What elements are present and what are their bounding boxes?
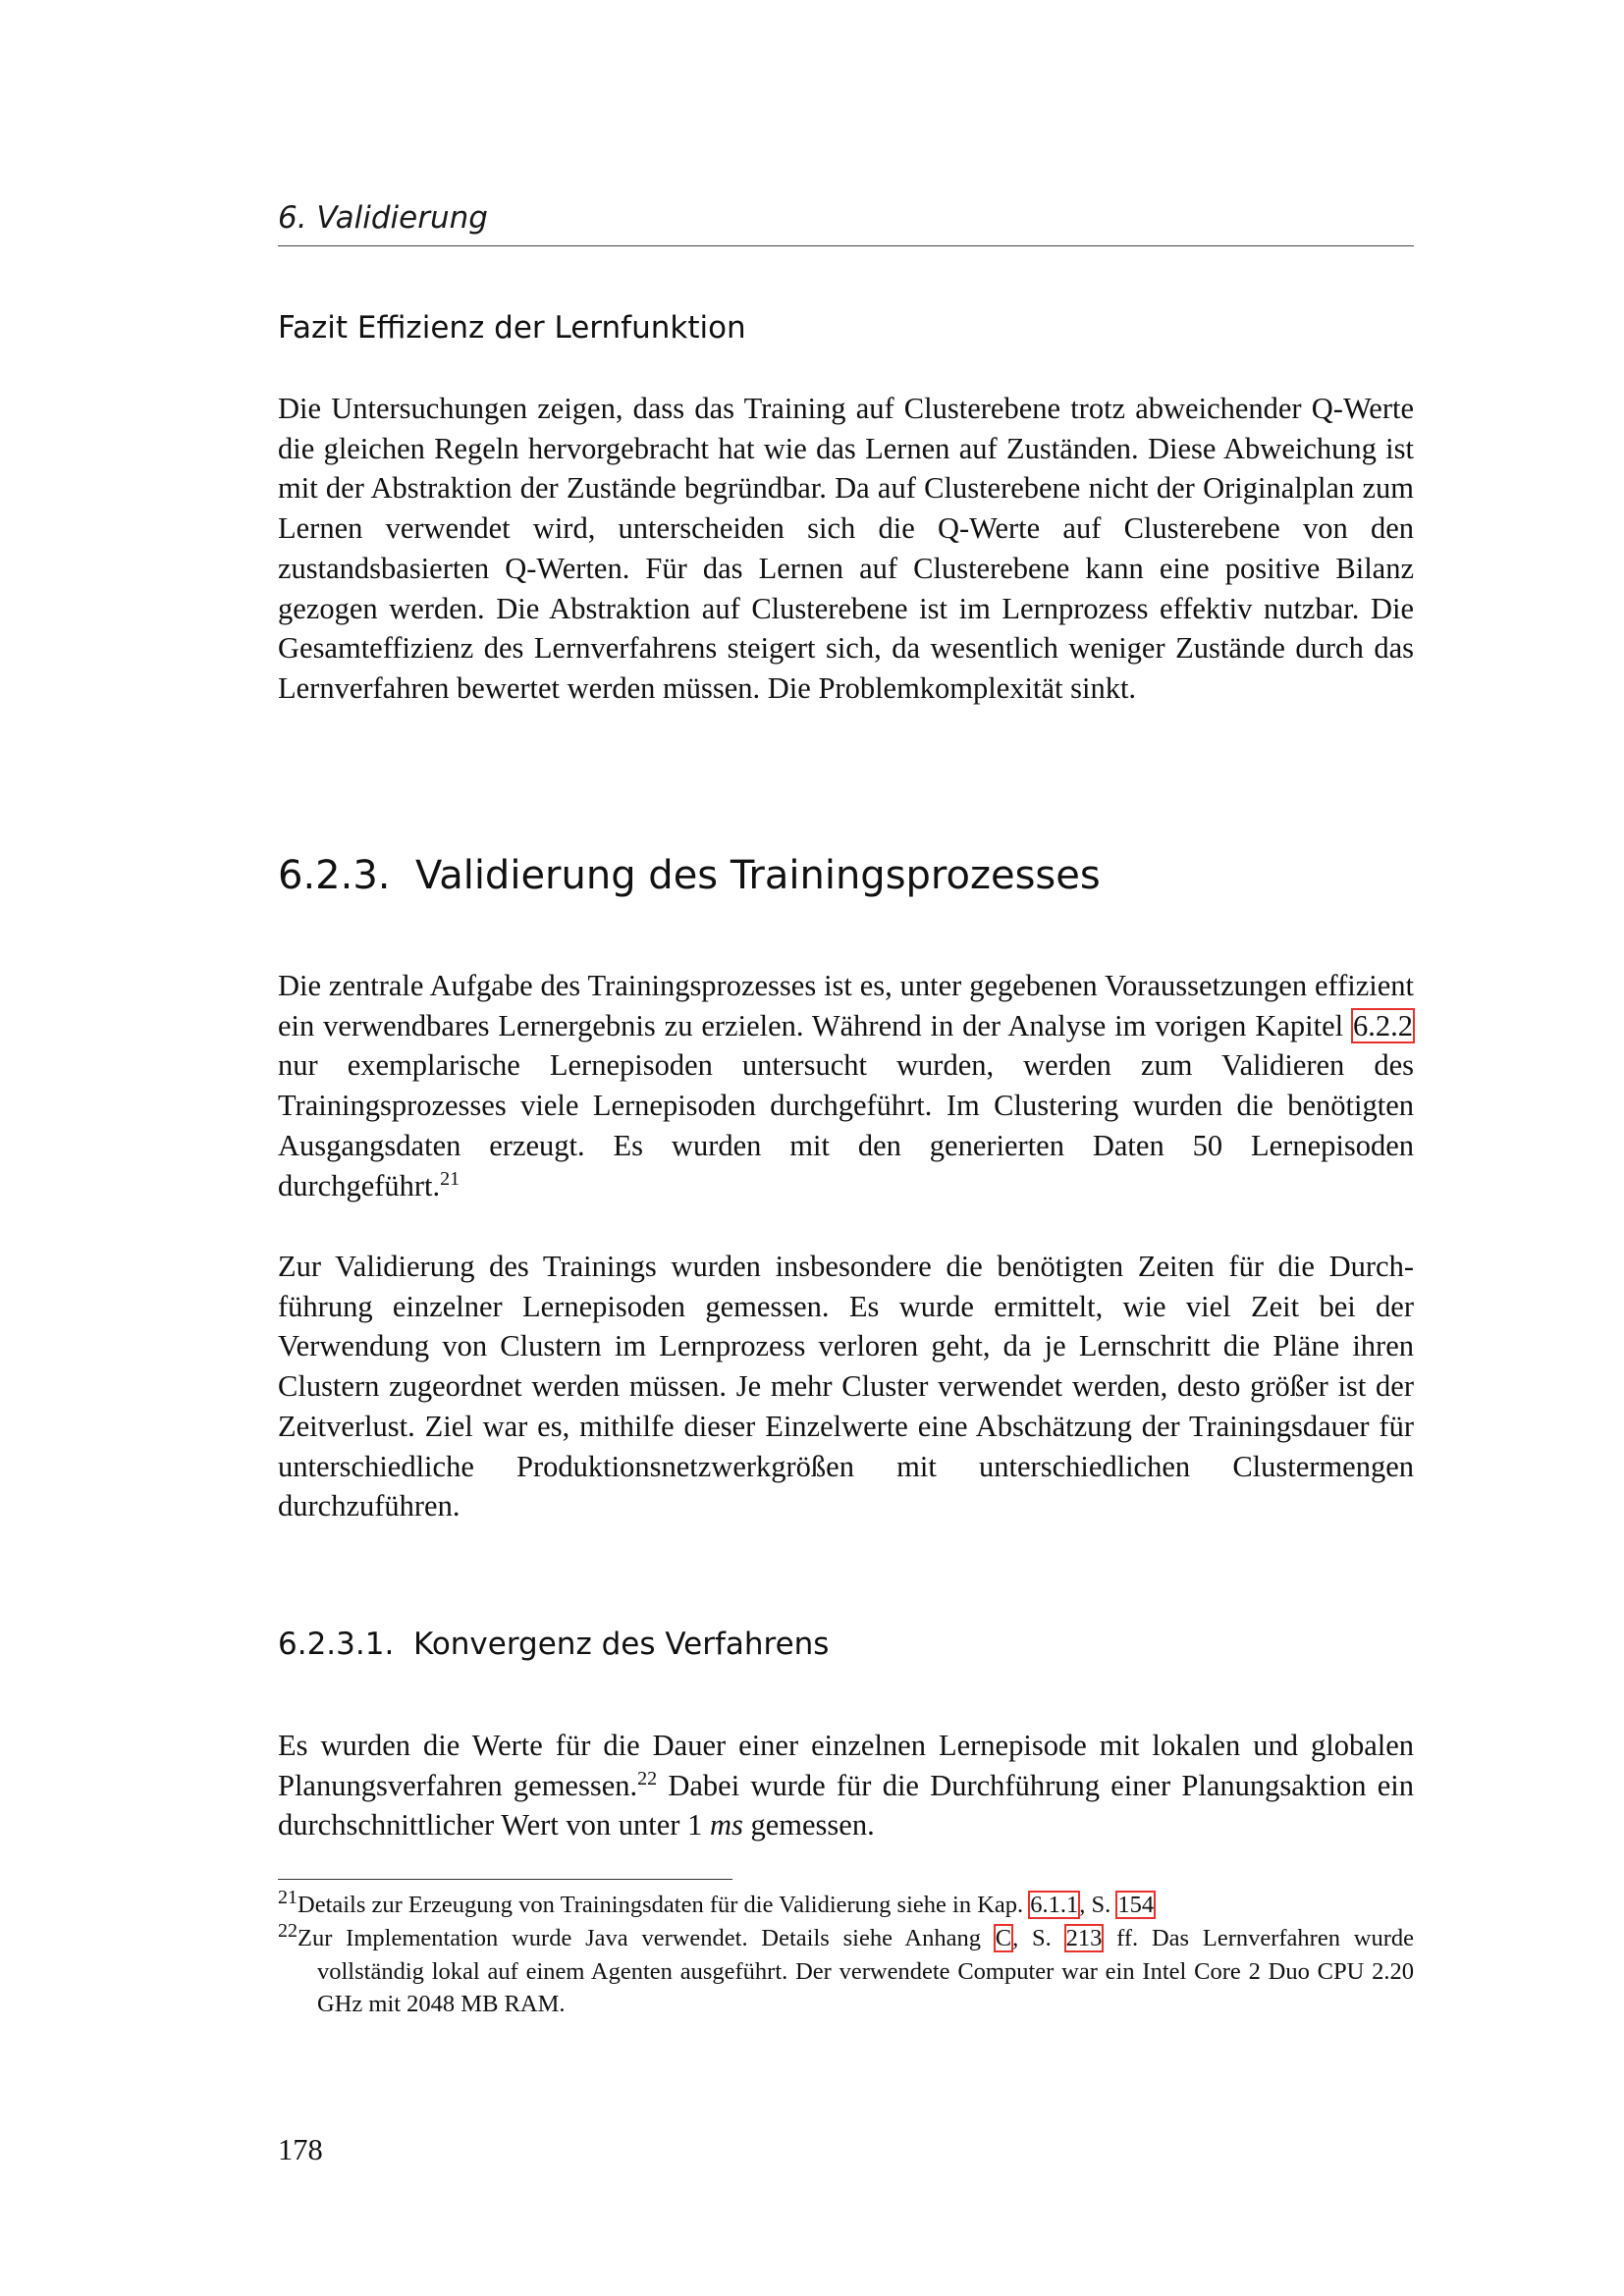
paragraph-text: Die zentrale Aufgabe des Trainingsprozesses ist es, unter gegebenen Voraussetzungen effizient ein verwendbares Lernergebnis zu erzielen. Während in der Analyse im vorigen Kapitel <box>278 969 1414 1042</box>
body-paragraph-validation: Zur Validierung des Trainings wurden insbesondere die benötigten Zeiten für die Durchführung einzelner Lernepisoden gemessen. Es wurde ermittelt, wie viel Zeit bei der Verwendung von Clustern im Lernprozess verloren geht, da je Lernschritt die Pläne ihren Clustern zugeordnet werden müssen. Je mehr Cluster verwendet werden, desto größer ist der Zeitverlust. Ziel war es, mithilfe dieser Einzelwerte eine Abschätzung der Trainingsdauer für unterschiedliche Produktionsnetzwerkgrößen mit unterschiedlichen Clustermengen durchzuführen. <box>278 1250 1414 1523</box>
section-heading <box>278 850 1101 901</box>
paragraph-heading: Fazit Effizienz der Lernfunktion <box>278 310 746 346</box>
subsection-number: 6.2.3.1. <box>278 1627 395 1662</box>
footnote-mark[interactable]: 22 <box>637 1767 658 1789</box>
page-reference-link[interactable]: 213 <box>1065 1925 1103 1951</box>
footnote-text: , S. <box>1012 1925 1065 1951</box>
cross-reference-link[interactable]: 6.2.2 <box>1353 1008 1413 1042</box>
paragraph-text: gemessen. <box>742 1808 875 1842</box>
footnote-text: , S. <box>1079 1892 1117 1918</box>
footnote <box>278 1886 1414 1922</box>
subsection-heading <box>278 1625 829 1664</box>
footnote-rule <box>278 1879 732 1880</box>
appendix-reference-link[interactable]: C <box>995 1925 1012 1951</box>
paragraph-text: Es wurden die Werte für die Dauer einer einzelnen Lernepisode mit lokalen und globalen Planungsverfahren gemessen. <box>278 1729 1414 1802</box>
subsection-title: Konvergenz des Verfahrens <box>413 1627 830 1662</box>
page-reference-link[interactable]: 154 <box>1117 1892 1155 1918</box>
section-number: 6.2.3. <box>278 853 391 898</box>
body-paragraph-convergence <box>278 1726 1414 1845</box>
page-number: 178 <box>278 2133 323 2166</box>
body-paragraph-training <box>278 966 1414 1205</box>
footnote <box>278 1919 1414 2021</box>
footnote-text: Zur Implementation wurde Java verwendet. Details siehe Anhang <box>298 1925 995 1951</box>
paragraph-text: nur exemplarische Lernepisoden untersucht wurden, werden zum Validieren des Trainingsprozesses viele Lernepisoden durchgeführt. Im Clustering wurden die benötigten Ausgangsdaten erzeugt. Es wurden mit den generierten Daten 50 Lernepisoden durchgeführt. <box>278 1048 1414 1202</box>
footnote-text: Details zur Erzeugung von Trainingsdaten für die Validierung siehe in Kap. <box>298 1892 1030 1918</box>
footnote-number: 22 <box>278 1919 298 1942</box>
section-title: Validierung des Trainingsprozesses <box>414 853 1101 898</box>
footnote-mark[interactable]: 21 <box>440 1167 460 1190</box>
footnote-number: 21 <box>278 1886 298 1908</box>
paragraph-text: Dabei wurde für die Durchführung einer Planungsaktion ein durchschnittlicher Wert von unter 1 <box>278 1768 1414 1842</box>
running-header: 6. Validierung <box>278 200 488 236</box>
header-rule <box>278 245 1414 246</box>
unit-text: ms <box>709 1808 743 1842</box>
cross-reference-link[interactable]: 6.1.1 <box>1030 1892 1079 1918</box>
footnote-text: ff. Das Lernverfahren wurde vollständig lokal auf einem Agenten ausgeführt. Der verwendete Computer war ein Intel Core 2 Duo CPU 2.20 GHz mit 2048 MB RAM. <box>317 1925 1414 2017</box>
body-paragraph-fazit: Die Untersuchungen zeigen, dass das Training auf Clusterebene trotz abweichender Q-Werte die gleichen Regeln hervorgebracht hat wie das Lernen auf Zuständen. Diese Abweichung ist mit der Abstraktion der Zustände begründbar. Da auf Clusterebene nicht der Originalplan zum Lernen verwendet wird, unterscheiden sich die Q-Werte auf Clusterebene von den zustandsbasierten Q-Werten. Für das Lernen auf Clusterebene kann eine positive Bilanz gezogen werden. Die Abstraktion auf Clusterebene ist im Lernprozess effektiv nutzbar. Die Gesamteffizienz des Lernverfahrens steigert sich, da wesentlich weniger Zustände durch das Lernverfahren bewertet werden müssen. Die Problemkomplexität sinkt. <box>278 392 1414 705</box>
page <box>278 0 1414 2296</box>
